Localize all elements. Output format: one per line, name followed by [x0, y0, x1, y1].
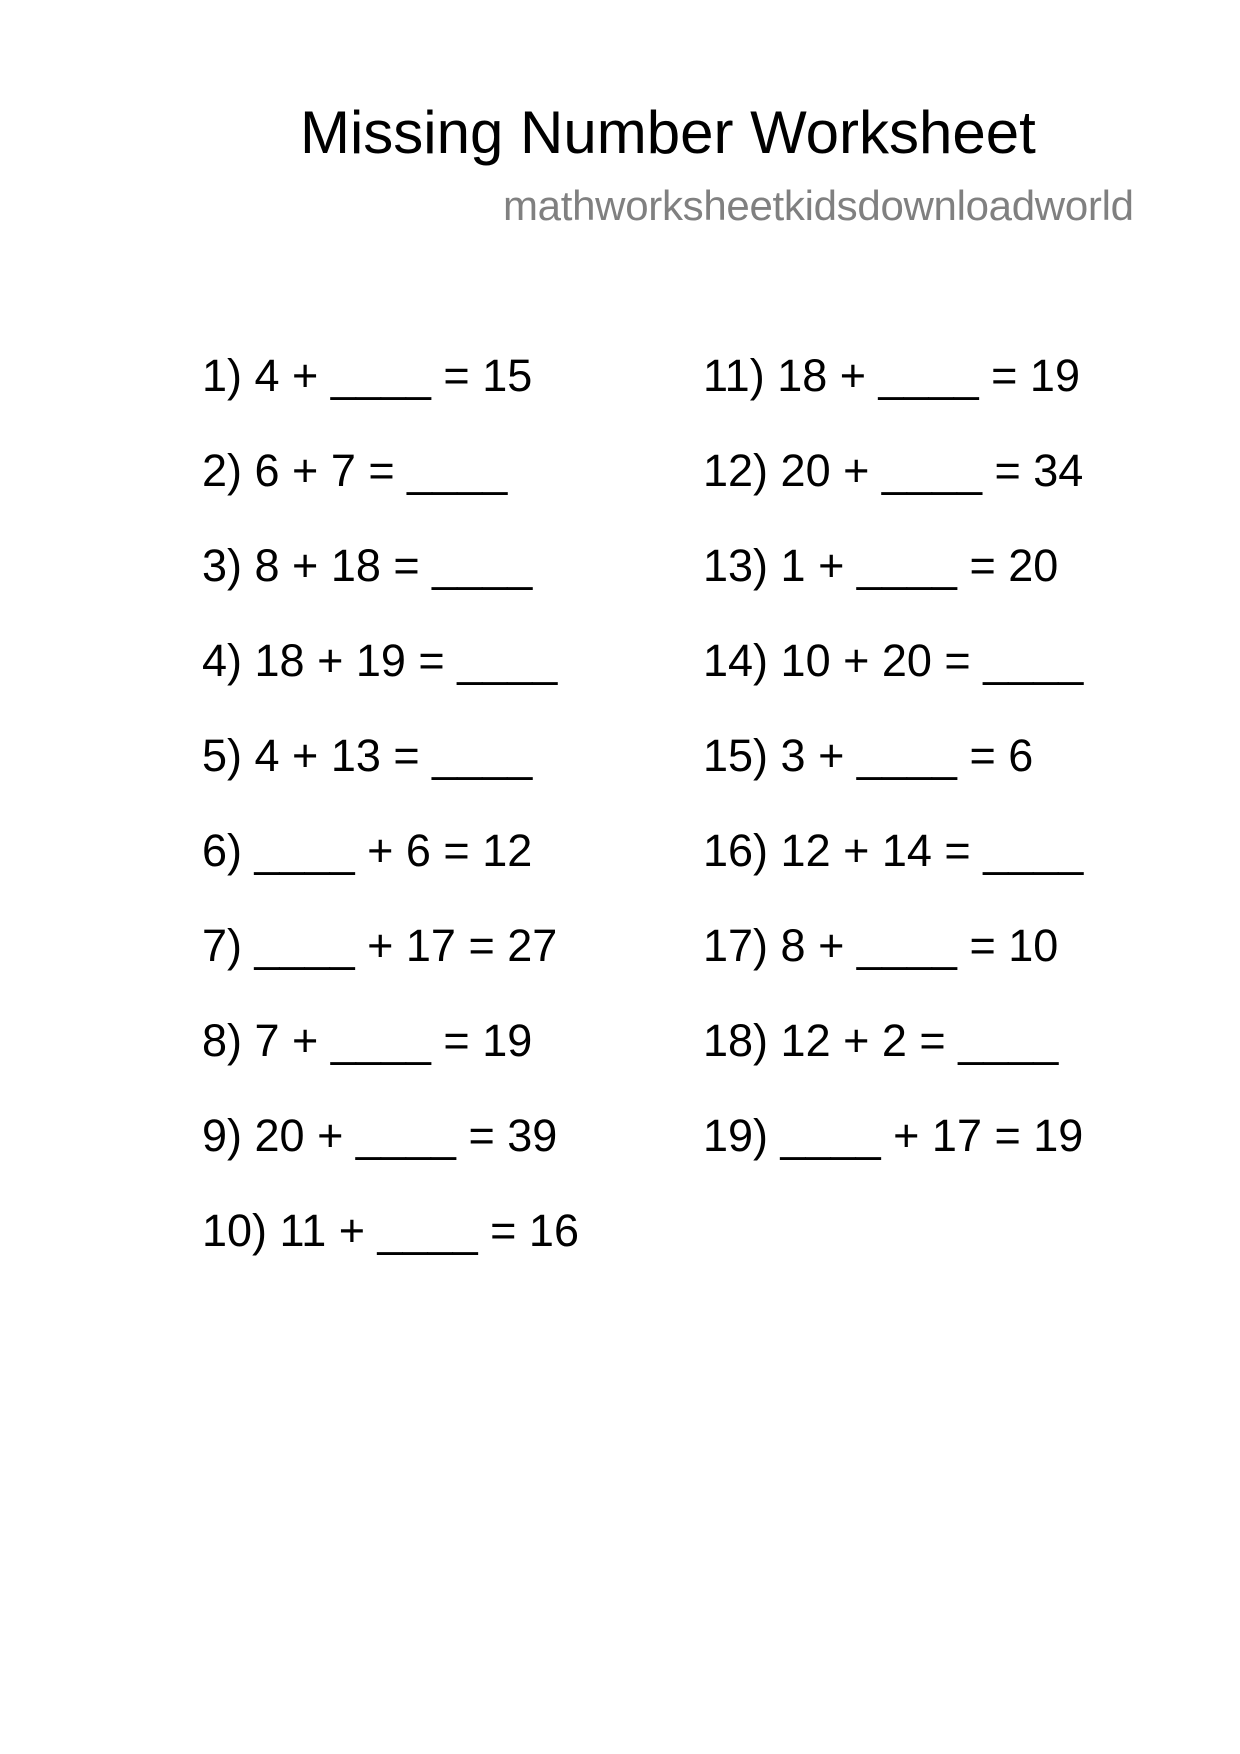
- problem: 12) 20 + ____ = 34: [703, 445, 1084, 496]
- problem: 2) 6 + 7 = ____: [202, 445, 508, 496]
- problem: 13) 1 + ____ = 20: [703, 540, 1059, 591]
- problem: 3) 8 + 18 = ____: [202, 540, 533, 591]
- problems-right-column: [703, 350, 1083, 1205]
- problem: 9) 20 + ____ = 39: [202, 1110, 558, 1161]
- watermark: mathworksheetkidsdownloadworld: [503, 182, 1134, 229]
- problem: 16) 12 + 14 = ____: [703, 825, 1084, 876]
- problem: 8) 7 + ____ = 19: [202, 1015, 533, 1066]
- problem: 18) 12 + 2 = ____: [703, 1015, 1059, 1066]
- problem: 19) ____ + 17 = 19: [703, 1110, 1084, 1161]
- problem: 4) 18 + 19 = ____: [202, 635, 558, 686]
- problem: 6) ____ + 6 = 12: [202, 825, 533, 876]
- problem: 17) 8 + ____ = 10: [703, 920, 1059, 971]
- problem: 7) ____ + 17 = 27: [202, 920, 558, 971]
- worksheet-title: Missing Number Worksheet: [300, 99, 1036, 166]
- problem: 14) 10 + 20 = ____: [703, 635, 1084, 686]
- problem: 1) 4 + ____ = 15: [202, 350, 533, 401]
- problem: 15) 3 + ____ = 6: [703, 730, 1034, 781]
- problem: 10) 11 + ____ = 16: [202, 1205, 579, 1256]
- problem: 5) 4 + 13 = ____: [202, 730, 533, 781]
- problems-left-column: [202, 350, 579, 1300]
- problem: 11) 18 + ____ = 19: [703, 350, 1080, 401]
